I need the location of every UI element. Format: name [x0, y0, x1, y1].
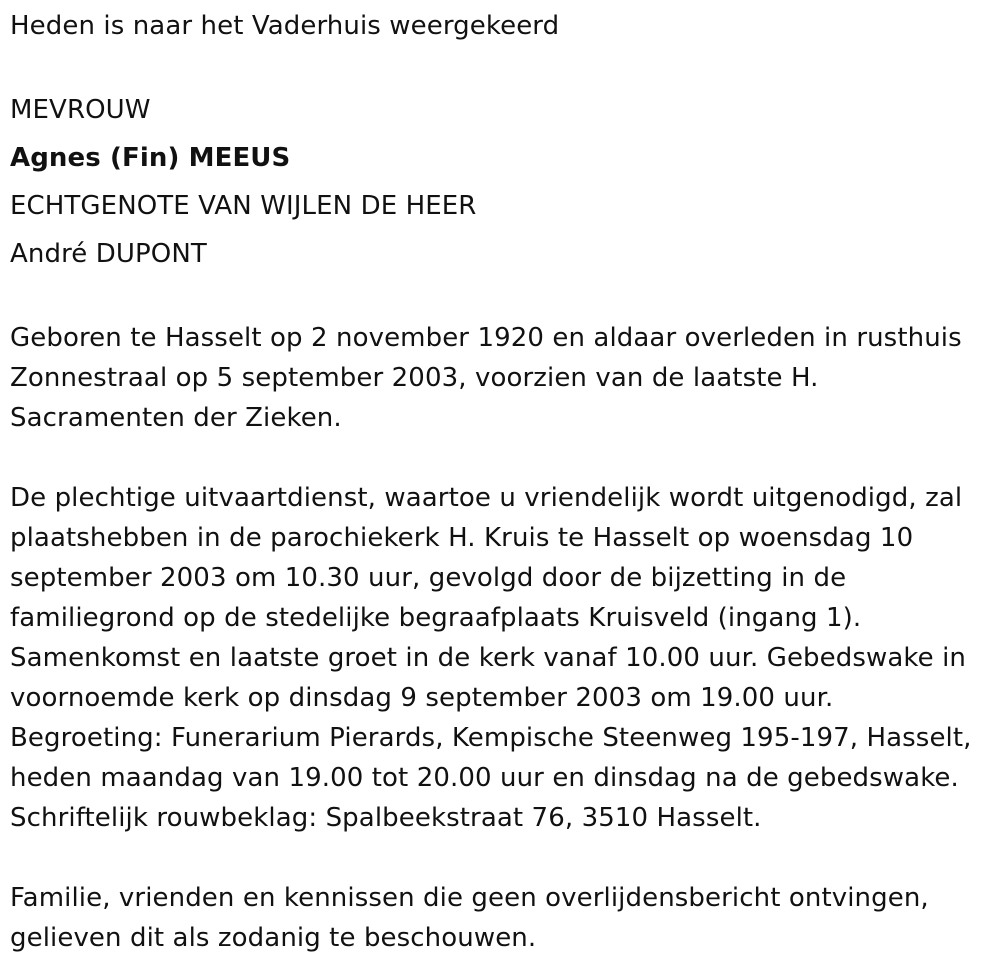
spacer	[10, 838, 995, 878]
death-notice	[10, 6, 995, 958]
spacer	[10, 46, 995, 86]
paragraph-line: Schriftelijk rouwbeklag: Spalbeekstraat 76, 3510 Hasselt.	[10, 803, 762, 833]
intro-line: Heden is naar het Vaderhuis weergekeerd	[10, 11, 560, 41]
paragraph-line: Begroeting: Funerarium Pierards, Kempische Steenweg 195-197, Hasselt,	[10, 723, 972, 753]
relation-line: ECHTGENOTE VAN WIJLEN DE HEER	[10, 191, 477, 221]
spouse-name: André DUPONT	[10, 239, 207, 269]
deceased-name: Agnes (Fin) MEEUS	[10, 143, 291, 173]
paragraph-line: september 2003 om 10.30 uur, gevolgd door de bijzetting in de	[10, 563, 847, 593]
spacer	[10, 438, 995, 478]
closing-paragraph	[10, 878, 995, 958]
paragraph-line: De plechtige uitvaartdienst, waartoe u vriendelijk wordt uitgenodigd, zal	[10, 483, 963, 513]
paragraph-line: heden maandag van 19.00 tot 20.00 uur en dinsdag na de gebedswake.	[10, 763, 959, 793]
paragraph-line: voornoemde kerk op dinsdag 9 september 2003 om 19.00 uur.	[10, 683, 834, 713]
spacer	[10, 278, 995, 318]
honorific-title: MEVROUW	[10, 95, 151, 125]
paragraph-line: Sacramenten der Zieken.	[10, 403, 342, 433]
paragraph-line: gelieven dit als zodanig te beschouwen.	[10, 923, 537, 953]
paragraph-line: Zonnestraal op 5 september 2003, voorzien van de laatste H.	[10, 363, 819, 393]
paragraph-line: Geboren te Hasselt op 2 november 1920 en aldaar overleden in rusthuis	[10, 323, 962, 353]
birth-death-paragraph	[10, 318, 995, 438]
paragraph-line: Familie, vrienden en kennissen die geen overlijdensbericht ontvingen,	[10, 883, 929, 913]
paragraph-line: familiegrond op de stedelijke begraafplaats Kruisveld (ingang 1).	[10, 603, 862, 633]
funeral-service-paragraph	[10, 478, 995, 838]
paragraph-line: Samenkomst en laatste groet in de kerk vanaf 10.00 uur. Gebedswake in	[10, 643, 967, 673]
paragraph-line: plaatshebben in de parochiekerk H. Kruis te Hasselt op woensdag 10	[10, 523, 914, 553]
